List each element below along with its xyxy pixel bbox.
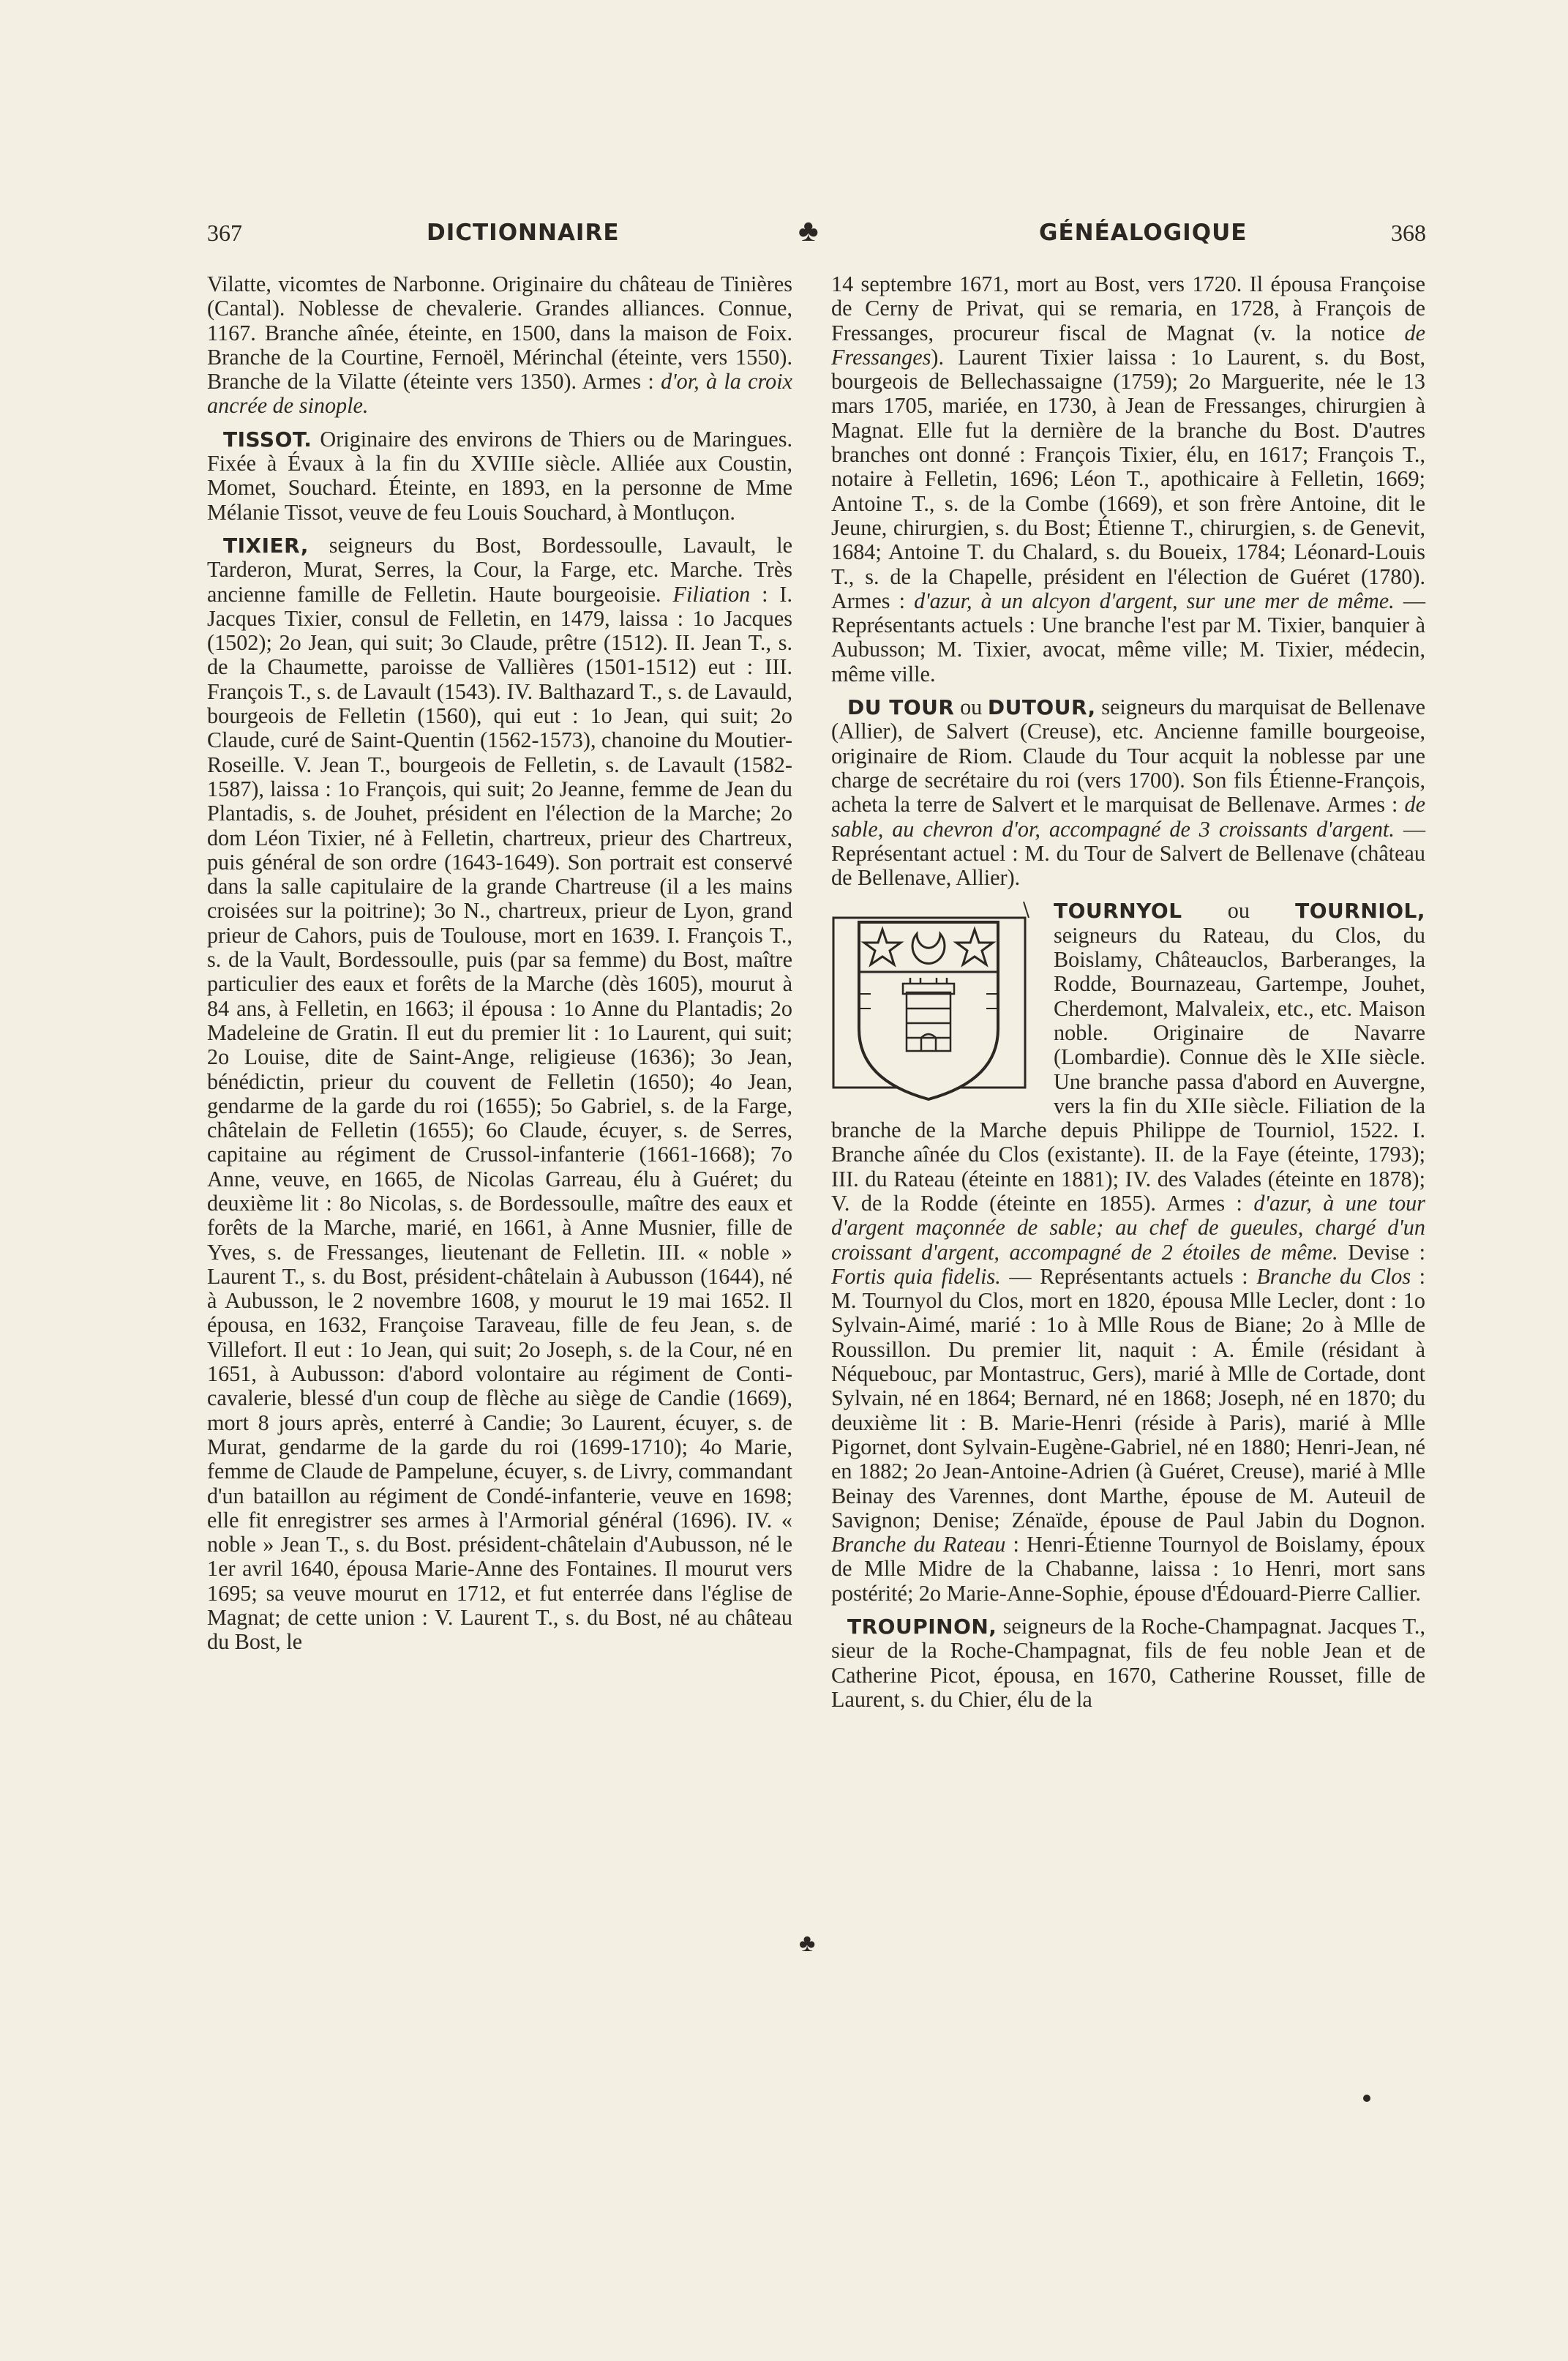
- left-page-number: 367: [207, 220, 242, 246]
- entry-tissot: [207, 427, 792, 525]
- entry-text: : I. Jacques Tixier, consul de Felletin, en 1479, laissa : 1o Jacques (1502); 2o Jean, qui suit; 3o Claude, prêtre (1512). II. Jean T., s. de la Chaumette, paroisse de Vallières (1501-1512) eut : III. François T., s. de Lavault (1543). IV. Balthazard T., s. de Lavauld, bourgeois de Felletin (1560), qui eut : 1o Jean, qui suit; 2o Claude, curé de Saint-Quentin (1562-1573), chanoine du Moutier-Roseille. V. Jean T., bourgeois de Felletin, s. de Lavault (1582-1587), laissa : 1o François, qui suit; 2o Jeanne, femme de Jean du Plantadis, s. de Jouhet, président en l'élection de la Marche; 2o dom Léon Tixier, né à Felletin, chartreux, prieur des Chartreux, puis général de son ordre (1643-1649). Son portrait est conservé dans la salle capitulaire de la grande Chartreuse (il a les mains croisées sur la poitrine); 3o N., chartreux, prieur de Lyon, grand prieur de Cahors, puis de Toulouse, mort en 1639. I. François T., s. de la Vault, Bordessoulle, puis (par sa femme) du Bost, maître particulier des eaux et forêts de la Marche (dès 1605), mourut à 84 ans, à Felletin, en 1663; il épousa : 1o Anne du Plantadis; 2o Madeleine de Gratin. Il eut du premier lit : 1o Laurent, qui suit; 2o Louise, dite de Saint-Ange, religieuse (1636); 3o Jean, bénédictin, prieur du couvent de Felletin (1650); 4o Jean, gendarme de la garde du roi (1655); 5o Gabriel, s. de la Farge, châtelain de Felletin (1655); 6o Claude, écuyer, s. de Serres, capitaine au régiment de Crussol-infanterie (1661-1668); 7o Anne, veuve, en 1665, de Nicolas Garreau, élu à Guéret; du deuxième lit : 8o Nicolas, s. de Bordessoulle, maître des eaux et forêts de la Marche, marié, en 1661, à Anne Musnier, fille de Yves, s. de Fressanges, lieutenant de Felletin. III. « noble » Laurent T., s. du Bost, président-châtelain à Aubusson (1644), né à Aubusson, le 2 novembre 1608, y mourut le 19 mai 1652. Il épousa, en 1632, Françoise Taraveau, fille de feu Jean, s. de Villefort. Il eut : 1o Jean, qui suit; 2o Joseph, s. de la Cour, né en 1651, à Aubusson: d'abord volontaire au régiment de Conti-cavalerie, blessé d'un coup de flèche au siège de Candie (1669), mort 8 jours après, enterré à Candie; 3o Laurent, écuyer, s. de Murat, gendarme de la garde du roi (1699-1710); 4o Marie, femme de Claude de Pampelune, écuyer, s. de Livry, commandant d'un bataillon au régiment de Condé-infanterie, veuve en 1698; elle fit enregistrer ses armes à l'Armorial général (1696). IV. « noble » Jean T., s. du Bost. président-châtelain d'Aubusson, né le 1er avril 1640, épousa Marie-Anne des Fontaines. Il mourut vers 1695; sa veuve mourut en 1712, et fut enterrée dans l'église de Magnat; de cette union : V. Laurent T., s. du Bost, né au château du Bost, le: [207, 581, 793, 1655]
- right-page-number: 368: [1391, 220, 1426, 246]
- entry-text: ou: [1227, 898, 1250, 924]
- entry-text: : M. Tournyol du Clos, mort en 1820, épousa Mlle Lecler, dont : 1o Sylvain-Aimé, marié : 1o à Mlle Rous de Biane; 2o à Mlle de Roussillon. Du premier lit, naquit : A. Émile (résidant à Néquebouc, par Montastruc, Gers), marié à Mlle de Cortade, dont Sylvain, né en 1864; Bernard, né en 1868; Joseph, né en 1870; du deuxième lit : B. Marie-Henri (réside à Paris), marié à Mlle Pigornet, dont Sylvain-Eugène-Gabriel, né en 1880; Henri-Jean, né en 1882; 2o Jean-Antoine-Adrien (à Guéret, Creuse), marié à Mlle Beinay des Varennes, dont Marthe, épouse de M. Auteuil de Savignon; Denise; Zénaïde, épouse de Paul Jabin du Dognon.: [831, 1263, 1426, 1533]
- entry-tixier: [207, 534, 792, 1655]
- entry-text: — Représentants actuels : Une branche l'est par M. Tixier, banquier à Aubusson; M. Tixier, avocat, même ville; M. Tixier, médecin, même ville.: [831, 588, 1426, 686]
- entry-text: ou: [960, 695, 983, 720]
- arms-text: d'or, à la croix ancrée de sinople.: [207, 369, 793, 419]
- trefoil-ornament-icon: ♣: [798, 214, 819, 248]
- filiation-label: Filiation: [672, 581, 751, 607]
- left-column: [207, 272, 792, 1655]
- cross-reference: de Fressanges: [831, 320, 1426, 370]
- arms-text: d'azur, à un alcyon d'argent, sur une mer de même.: [914, 588, 1395, 613]
- entry-text: ). Laurent Tixier laissa : 1o Laurent, s. du Bost, bourgeois de Bellechassaigne (1759); 2o Marguerite, née le 13 mars 1705, mariée, en 1730, à Jean de Fressanges, chirurgien à Magnat. Elle fut la dernière de la branche du Bost. D'autres branches ont donné : François Tixier, élu, en 1617; François T., notaire à Felletin, 1696; Léon T., apothicaire à Felletin, 1669; Antoine T., s. de la Combe (1669), et son frère Antoine, dit le Jeune, chirurgien, s. du Bost; Étienne T., chirurgien, s. de Genevit, 1684; Antoine T. du Chalard, s. du Boueix, 1784; Léonard-Louis T., s. de la Chapelle, président en l'élection de Guéret (1780). Armes :: [831, 344, 1425, 613]
- entry-continuation: [831, 272, 1425, 686]
- entry-name: TISSOT.: [223, 427, 312, 452]
- entry-name: TOURNYOL: [1054, 899, 1182, 924]
- entry-name-alt: TOURNIOL,: [1295, 899, 1425, 924]
- entry-text: Vilatte, vicomtes de Narbonne. Originaire du château de Tinières (Cantal). Noblesse de chevalerie. Grandes alliances. Connue, 1167. Branche aînée, éteinte, en 1500, dans la maison de Foix. Branche de la Courtine, Fernoël, Mérinchal (éteinte, vers 1550). Branche de la Vilatte (éteinte vers 1350). Armes :: [207, 272, 792, 394]
- entry-text: Originaire des environs de Thiers ou de Maringues. Fixée à Évaux à la fin du XVIIIe siècle. Alliée aux Coustin, Momet, Souchard. Éteinte, en 1893, en la personne de Mme Mélanie Tissot, veuve de feu Louis Souchard, à Montluçon.: [207, 426, 793, 525]
- entry-text: seigneurs de la Roche-Champagnat. Jacques T., sieur de la Roche-Champagnat, fils de feu noble Jean et de Catherine Picot, épousa, en 1670, Catherine Rousset, fille de Laurent, s. du Chier, élu de la: [831, 1614, 1426, 1712]
- devise-label: Devise :: [1348, 1239, 1426, 1265]
- trefoil-ornament-icon: ♣: [799, 1930, 816, 1957]
- entry-text: : Henri-Étienne Tournyol de Boislamy, époux de Mlle Midre de la Chabanne, laissa : 1o Henri, mort sans postérité; 2o Marie-Anne-Sophie, épouse d'Édouard-Pierre Callier.: [831, 1532, 1426, 1606]
- devise-text: Fortis quia fidelis.: [831, 1263, 1001, 1289]
- entry-text: seigneurs du Rateau, du Clos, du Boislamy, Châteauclos, Barberanges, la Rodde, Bournazeau, Gartempe, Jouhet, Cherdemont, Malvaleix, etc., etc. Maison noble. Originaire de Navarre (Lombardie). Connue dès le XIIe siècle. Une branche passa d'abord en Auvergne, vers la fin du XIIe siècle. Filiation de la branche de la Marche depuis Philippe de Tourniol, 1522. I. Branche aînée du Clos (existante). II. de la Faye (éteinte, 1793); III. du Rateau (éteinte en 1881); IV. des Valades (éteinte en 1878); V. de la Rodde (éteinte en 1855). Armes :: [831, 922, 1425, 1216]
- entry-continuation: [207, 272, 792, 419]
- entry-text: 14 septembre 1671, mort au Bost, vers 1720. Il épousa Françoise de Cerny de Privat, qui se remaria, en 1728, à François de Fressanges, procureur fiscal de Magnat (v. la notice: [831, 272, 1425, 345]
- coat-of-arms-icon: [831, 899, 1043, 1112]
- entry-text: — Représentants actuels :: [1009, 1263, 1248, 1289]
- entry-name-alt: DUTOUR,: [987, 695, 1096, 720]
- entry-name: TIXIER,: [223, 533, 309, 558]
- entry-text: seigneurs du Bost, Bordessoulle, Lavault, le Tarderon, Murat, Serres, la Cour, la Farge, etc. Marche. Très ancienne famille de Felletin. Haute bourgeoisie.: [207, 532, 792, 607]
- arms-text: d'azur, à une tour d'argent maçonnée de sable; au chef de gueules, chargé d'un croissant d'argent, accompagné de 2 étoiles de même.: [831, 1190, 1426, 1265]
- right-column: [831, 272, 1425, 1712]
- branch-label: Branche du Clos: [1256, 1263, 1411, 1289]
- arms-text: de sable, au chevron d'or, accompagné de 3 croissants d'argent.: [831, 792, 1426, 842]
- running-head-left: DICTIONNAIRE: [427, 220, 620, 246]
- entry-dutour: [831, 695, 1425, 890]
- running-head-right: GÉNÉALOGIQUE: [1039, 220, 1248, 246]
- entry-name: TROUPINON,: [847, 1614, 997, 1639]
- branch-label: Branche du Rateau: [831, 1532, 1006, 1557]
- entry-troupinon: [831, 1614, 1425, 1712]
- entry-text: — Représentant actuel : M. du Tour de Salvert de Bellenave (château de Bellenave, Allier).: [831, 816, 1425, 891]
- entry-name: DU TOUR: [847, 695, 955, 720]
- entry-text: seigneurs du marquisat de Bellenave (Allier), de Salvert (Creuse), etc. Ancienne famille bourgeoise, originaire de Riom. Claude du Tour acquit la noblesse par une charge de secrétaire du roi (vers 1700). Son fils Étienne-François, acheta la terre de Salvert et le marquisat de Bellenave. Armes :: [831, 695, 1426, 817]
- entry-tournyol: [831, 899, 1425, 1606]
- page-header: [207, 214, 1426, 256]
- ink-dot: [1363, 2095, 1370, 2102]
